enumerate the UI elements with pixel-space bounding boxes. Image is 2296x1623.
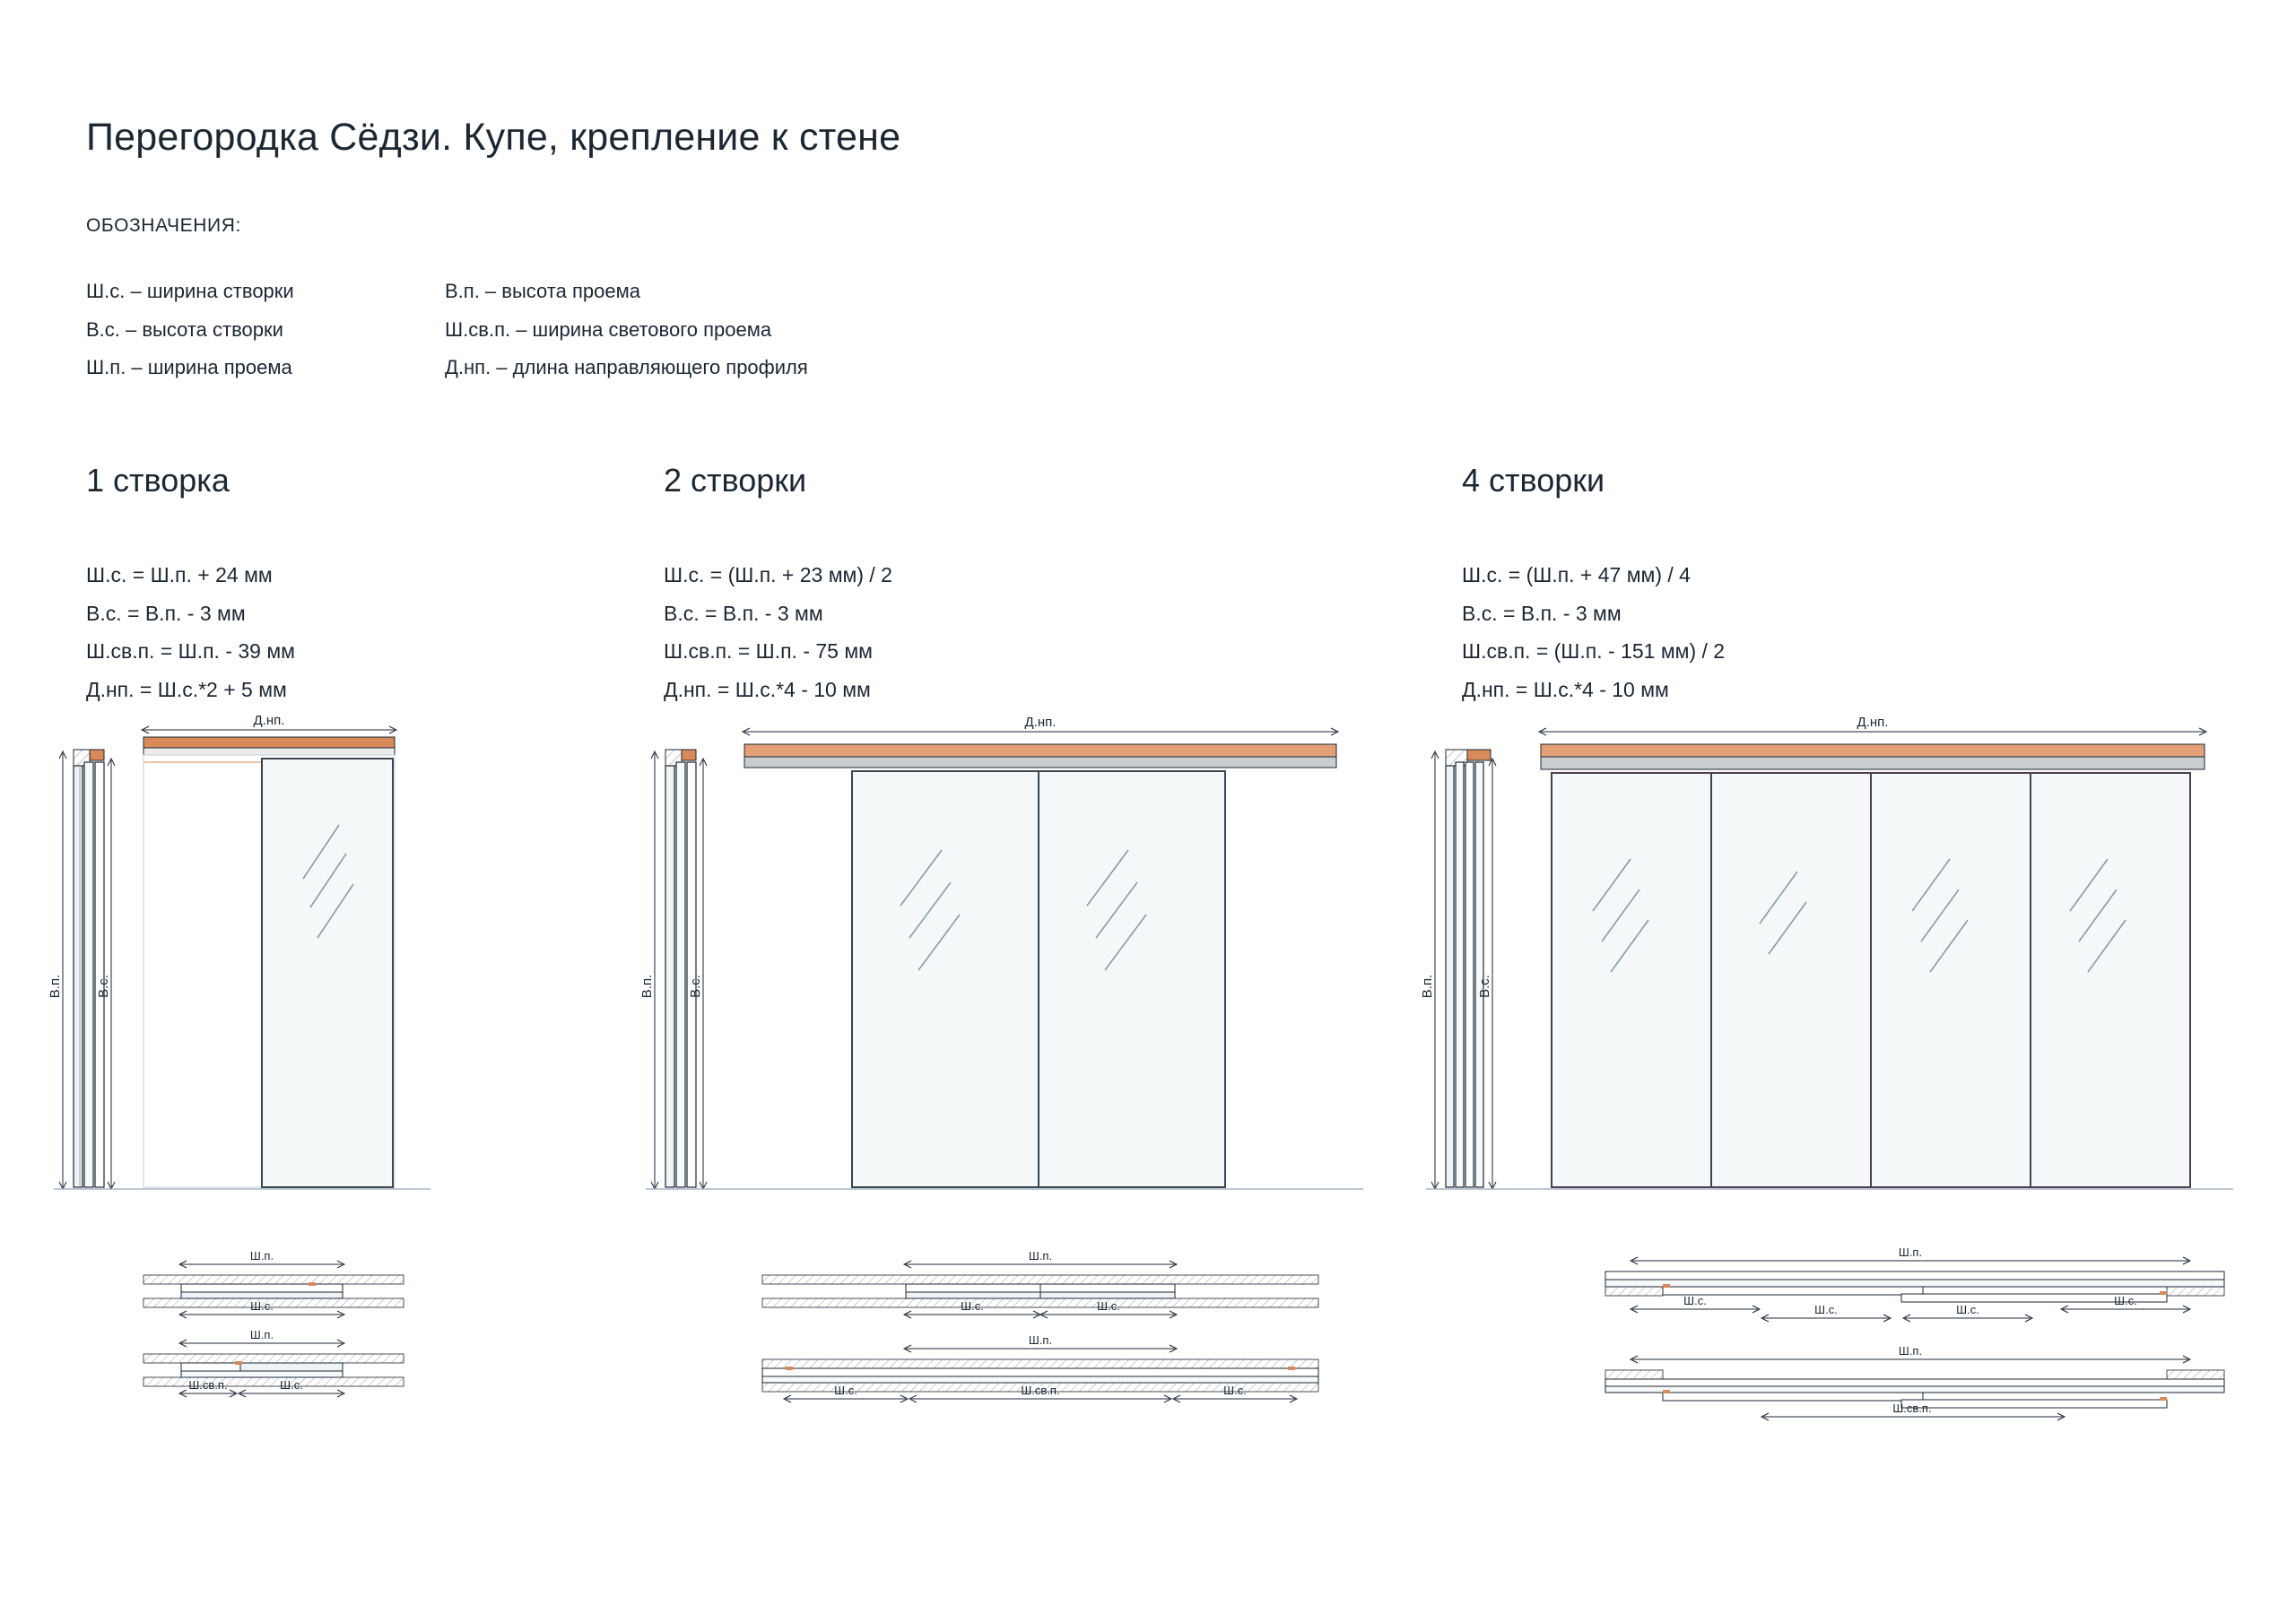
formulas-2 (664, 556, 892, 708)
formula-leaf-width-2: Ш.с. = (Ш.п. + 23 мм) / 2 (664, 563, 892, 586)
label-plan-bottom-light-2: Ш.св.п. (1021, 1384, 1060, 1397)
glass-leaf-2-right (1039, 771, 1225, 1187)
section-heading-2: 2 створки (664, 462, 807, 499)
plan-top-2 (762, 1249, 1318, 1318)
legend-item-leaf-height: В.с. – высота створки (86, 317, 283, 341)
label-plan-bottom-width-2: Ш.п. (1028, 1333, 1053, 1347)
section-heading-1: 1 створка (86, 462, 230, 499)
label-plan-top-leaf-2-3: Ш.с. (1814, 1303, 1838, 1316)
label-plan-bottom-leaf-right-2: Ш.с. (1223, 1384, 1247, 1397)
label-plan-bottom-light-1: Ш.св.п. (188, 1378, 228, 1392)
plan-bottom-3 (1605, 1344, 2224, 1420)
label-plan-top-leaf-1-3: Ш.с. (1683, 1294, 1707, 1307)
label-leaf-height-1: В.с. (96, 975, 111, 998)
formula-light-width-2: Ш.св.п. = Ш.п. - 75 мм (664, 639, 873, 664)
section-heading-3: 4 створки (1462, 462, 1605, 499)
formulas-3 (1462, 556, 1725, 708)
formula-leaf-height-2: В.с. = В.п. - 3 мм (664, 601, 823, 625)
plan-drawings-1 (135, 1249, 511, 1462)
formula-rail-length-3: Д.нп. = Ш.с.*4 - 10 мм (1462, 677, 1669, 701)
formula-rail-length-2: Д.нп. = Ш.с.*4 - 10 мм (664, 677, 871, 701)
legend-item-opening-width: Ш.п. – ширина проема (86, 356, 292, 379)
formula-light-width-3: Ш.св.п. = (Ш.п. - 151 мм) / 2 (1462, 639, 1726, 664)
elevation-drawing-2 (639, 715, 1390, 1273)
label-plan-top-leaf-right-2: Ш.с. (1097, 1299, 1120, 1313)
label-leaf-height-2: В.с. (688, 975, 703, 998)
glass-leaf-1 (262, 759, 393, 1187)
dimension-opening-height-1 (48, 751, 66, 1189)
plan-bottom-1 (144, 1328, 404, 1397)
formula-leaf-height-1: В.с. = В.п. - 3 мм (86, 601, 246, 625)
page-title: Перегородка Сёдзи. Купе, крепление к стене (86, 115, 901, 159)
label-plan-top-width-3: Ш.п. (1898, 1245, 1923, 1259)
label-plan-bottom-leaf-left-2: Ш.с. (834, 1384, 857, 1397)
wall-jamb-1 (74, 750, 104, 1187)
label-plan-top-leaf-left-2: Ш.с. (961, 1299, 984, 1313)
dimension-opening-height-2 (639, 751, 658, 1189)
legend-item-rail-length: Д.нп. – длина направляющего профиля (445, 356, 808, 379)
rail-3 (1539, 715, 2206, 769)
rail-2 (743, 715, 1338, 768)
glass-leaves-3 (1552, 773, 2190, 1187)
label-rail-length-2: Д.нп. (1024, 715, 1057, 730)
elevation-drawing-1 (48, 713, 610, 1273)
plan-drawings-3 (1596, 1246, 2242, 1471)
label-plan-top-leaf-3-3: Ш.с. (1956, 1303, 1979, 1316)
wall-jamb-2 (665, 750, 696, 1187)
formula-leaf-height-3: В.с. = В.п. - 3 мм (1462, 601, 1622, 625)
label-plan-bottom-width-1: Ш.п. (249, 1328, 274, 1341)
label-rail-length-1: Д.нп. (253, 713, 285, 728)
label-plan-bottom-light-3: Ш.св.п. (1892, 1402, 1932, 1415)
elevation-drawing-3 (1420, 715, 2260, 1273)
dimension-opening-height-3 (1420, 751, 1439, 1189)
label-plan-bottom-width-3: Ш.п. (1898, 1344, 1923, 1358)
formula-leaf-width-1: Ш.с. = Ш.п. + 24 мм (86, 563, 273, 586)
label-opening-height-1: В.п. (48, 974, 63, 999)
wall-jamb-3 (1446, 750, 1491, 1187)
formula-leaf-width-3: Ш.с. = (Ш.п. + 47 мм) / 4 (1462, 563, 1691, 586)
legend-item-opening-height: В.п. – высота проема (445, 280, 640, 302)
formula-rail-length-1: Д.нп. = Ш.с.*2 + 5 мм (86, 677, 287, 701)
formulas-1 (86, 556, 295, 708)
plan-drawings-2 (753, 1249, 1381, 1462)
legend-item-light-width: Ш.св.п. – ширина светового проема (445, 317, 772, 341)
label-leaf-height-3: В.с. (1477, 975, 1492, 998)
plan-top-3 (1605, 1245, 2224, 1322)
label-rail-length-3: Д.нп. (1857, 715, 1889, 730)
plan-top-1 (144, 1249, 404, 1318)
label-plan-top-width-2: Ш.п. (1028, 1249, 1053, 1263)
label-opening-height-2: В.п. (639, 974, 655, 999)
label-opening-height-3: В.п. (1420, 974, 1435, 999)
label-plan-bottom-leaf-1: Ш.с. (280, 1378, 303, 1392)
rail-1 (142, 713, 396, 755)
plan-bottom-2 (762, 1333, 1318, 1402)
label-plan-top-leaf-4-3: Ш.с. (2114, 1294, 2137, 1307)
label-plan-top-width-1: Ш.п. (249, 1249, 274, 1263)
label-plan-top-leaf-1: Ш.с. (250, 1299, 274, 1313)
legend-list (86, 278, 808, 381)
legend-title: ОБОЗНАЧЕНИЯ: (86, 215, 241, 236)
legend-item-leaf-width: Ш.с. – ширина створки (86, 280, 294, 302)
formula-light-width-1: Ш.св.п. = Ш.п. - 39 мм (86, 639, 295, 664)
glass-leaf-2-left (852, 771, 1039, 1187)
